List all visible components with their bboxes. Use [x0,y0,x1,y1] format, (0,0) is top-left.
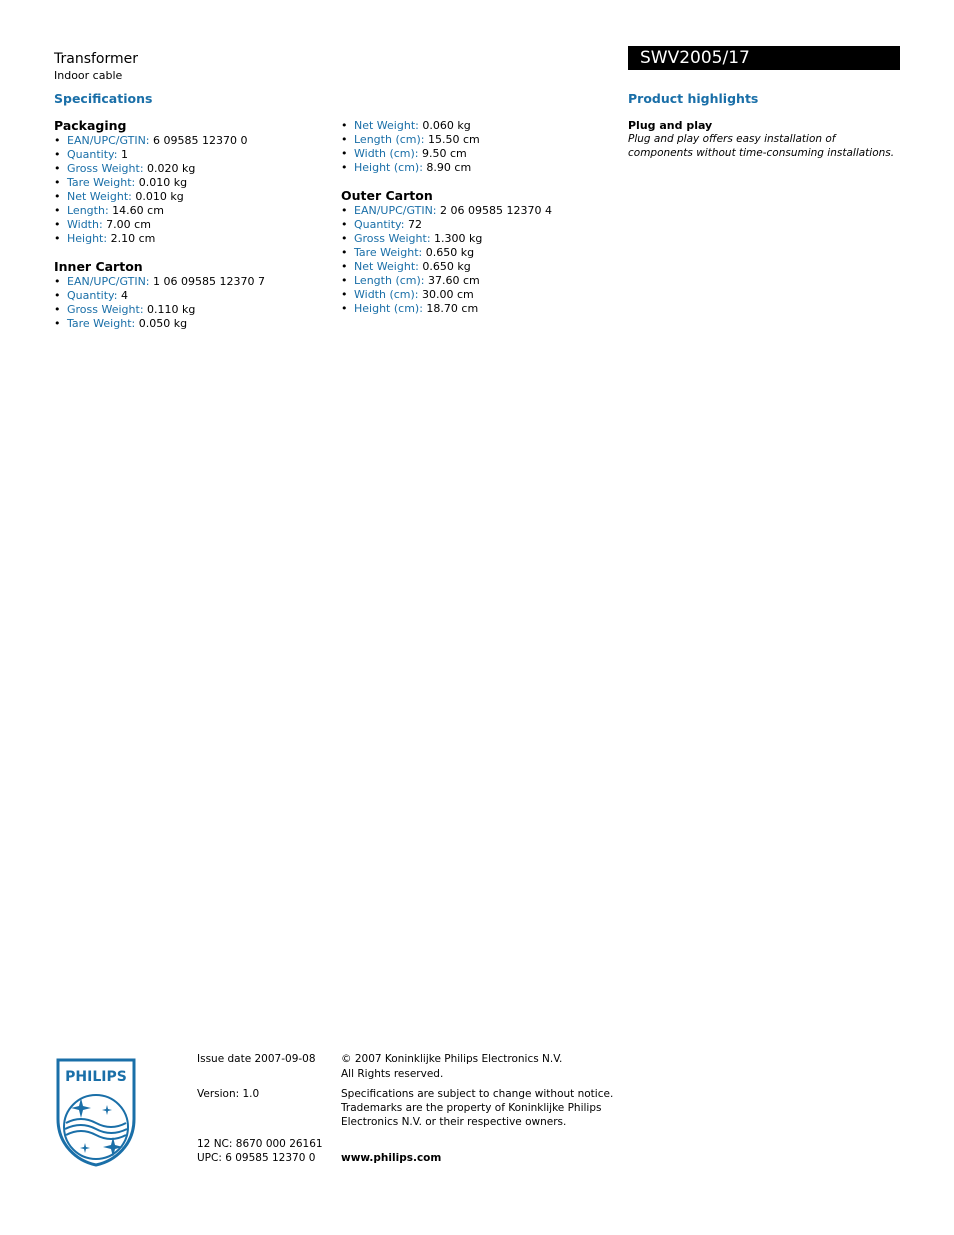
spec-label: Height (cm): [354,302,423,315]
spec-item [54,275,324,289]
spec-item [341,274,611,288]
inner-carton-list [54,275,324,331]
inner-carton-cont-list [341,119,611,175]
spec-label: Length (cm): [354,133,425,146]
spec-item [54,303,324,317]
spec-value: 18.70 cm [422,302,479,315]
inner-carton-title: Inner Carton [54,259,143,274]
spec-value: 0.110 kg [143,303,196,316]
spec-label: Length: [67,204,109,217]
spec-label: Quantity: [67,148,118,161]
nc-number: 12 NC: 8670 000 26161 [197,1138,323,1150]
spec-item [54,176,324,190]
spec-item [341,288,611,302]
specs-middle-column [341,119,611,316]
copyright-line-1: © 2007 Koninklijke Philips Electronics N.V. [341,1053,563,1065]
specs-left-column [54,118,324,331]
spec-label: Gross Weight: [354,232,431,245]
logo-wordmark: PHILIPS [65,1069,127,1085]
spec-item [341,260,611,274]
spec-value: 9.50 cm [418,147,467,160]
product-subtitle: Indoor cable [54,69,123,82]
spec-value: 72 [404,218,422,231]
spec-item [341,218,611,232]
spec-item [54,204,324,218]
spec-value: 30.00 cm [418,288,474,301]
spec-value: 0.060 kg [418,119,471,132]
spec-item [341,246,611,260]
spec-item [54,162,324,176]
spec-value: 0.650 kg [418,260,471,273]
spec-value: 1 [117,148,128,161]
spec-item [54,190,324,204]
spec-item [54,218,324,232]
spec-value: 0.010 kg [135,176,188,189]
spec-label: Quantity: [67,289,118,302]
spec-label: Gross Weight: [67,162,144,175]
spec-item [341,161,611,175]
spec-value: 14.60 cm [108,204,164,217]
spec-label: EAN/UPC/GTIN: [354,204,437,217]
spec-value: 0.650 kg [422,246,475,259]
highlights-heading: Product highlights [628,91,759,106]
spec-item [54,134,324,148]
packaging-list [54,134,324,246]
spec-value: 0.020 kg [143,162,196,175]
spec-value: 7.00 cm [102,218,151,231]
spec-value: 0.010 kg [131,190,184,203]
notice-line-1: Specifications are subject to change without notice. [341,1088,614,1100]
spec-label: Width (cm): [354,147,419,160]
copyright-line-2: All Rights reserved. [341,1068,444,1080]
spec-item [54,289,324,303]
spec-value: 6 09585 12370 0 [149,134,248,147]
spec-label: Height (cm): [354,161,423,174]
spec-item [54,317,324,331]
spec-label: Width: [67,218,103,231]
spec-item [341,232,611,246]
spec-item [54,232,324,246]
highlight-item [628,119,898,160]
issue-date: Issue date 2007-09-08 [197,1053,316,1065]
spec-label: Tare Weight: [67,317,136,330]
upc-number: UPC: 6 09585 12370 0 [197,1152,316,1164]
spec-value: 1 06 09585 12370 7 [149,275,265,288]
notice-line-3: Electronics N.V. or their respective owners. [341,1116,567,1128]
spec-label: Net Weight: [354,119,419,132]
spec-label: Net Weight: [67,190,132,203]
spec-item [54,148,324,162]
spec-label: Tare Weight: [67,176,136,189]
spec-label: Length (cm): [354,274,425,287]
packaging-title: Packaging [54,118,127,133]
spec-value: 2.10 cm [107,232,156,245]
spec-label: Height: [67,232,108,245]
website-link[interactable]: www.philips.com [341,1152,442,1164]
version: Version: 1.0 [197,1088,260,1100]
spec-item [341,119,611,133]
spec-value: 1.300 kg [430,232,483,245]
spec-label: EAN/UPC/GTIN: [67,134,150,147]
spec-value: 8.90 cm [422,161,472,174]
highlight-text: Plug and play offers easy installation of components without time-consuming installations. [628,133,895,159]
spec-label: Quantity: [354,218,405,231]
notice-line-2: Trademarks are the property of Koninklijke Philips [341,1102,602,1114]
spec-item [341,147,611,161]
spec-item [341,133,611,147]
spec-value: 37.60 cm [424,274,480,287]
spec-value: 2 06 09585 12370 4 [436,204,552,217]
spec-label: EAN/UPC/GTIN: [67,275,150,288]
spec-value: 15.50 cm [424,133,480,146]
spec-value: 0.050 kg [135,317,188,330]
outer-carton-title: Outer Carton [341,188,433,203]
spec-item [341,204,611,218]
highlight-title: Plug and play [628,119,713,132]
product-title: Transformer [54,51,139,67]
spec-label: Width (cm): [354,288,419,301]
spec-label: Tare Weight: [354,246,423,259]
specifications-heading: Specifications [54,91,153,106]
model-number-bar: SWV2005/17 [628,46,900,70]
spec-label: Gross Weight: [67,303,144,316]
spec-item [341,302,611,316]
spec-label: Net Weight: [354,260,419,273]
outer-carton-list [341,204,611,316]
spec-value: 4 [117,289,128,302]
philips-shield-logo [55,1057,137,1167]
